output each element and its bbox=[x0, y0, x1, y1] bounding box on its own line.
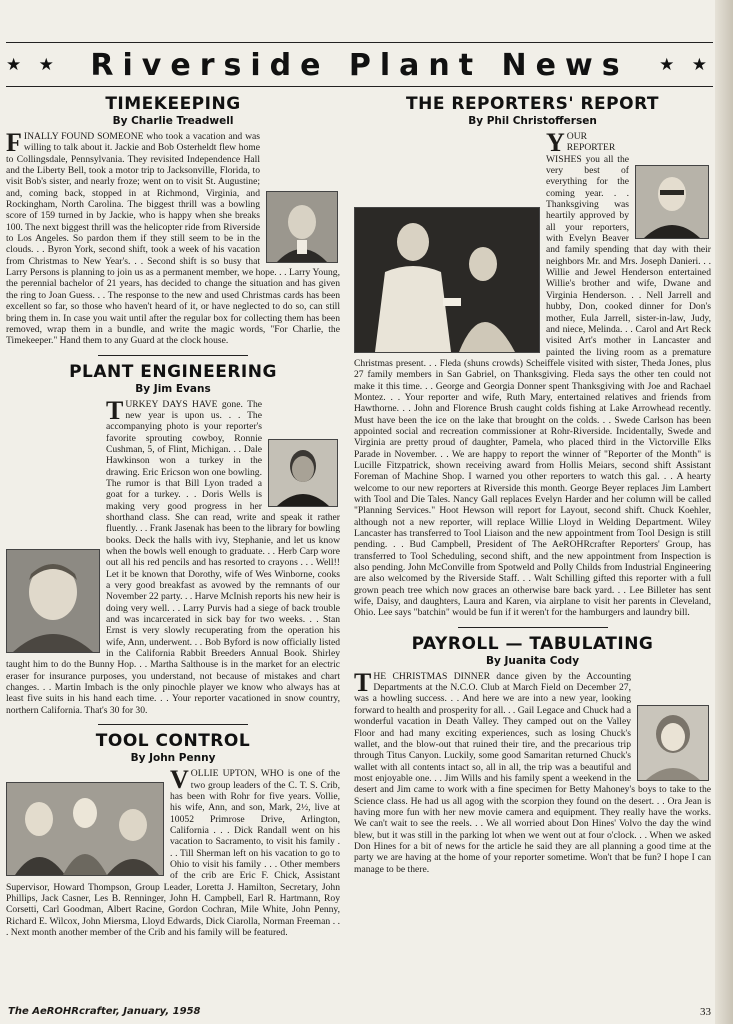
section-divider bbox=[458, 627, 608, 628]
timekeeping-body bbox=[6, 128, 340, 347]
masthead-title: Riverside Plant News bbox=[90, 47, 629, 83]
timekeeping-text: INALLY FOUND SOMEONE who took a vacation and was willing to talk about it. Jackie and Bob Osterheldt flew home to Collingsdale, Pennsylvania. They revisited Independence Hall and the Liberty Bell, took a motor trip to Jacksonville, Florida, to visit Bob's sister, and nearly froze; went on to visit St. Augustine; and, coming back, stopped in at Richmond, Virginia, and Rockingham, North Carolina. The biggest thrill was a bowling score of 159 turned in by Jackie, who is happy when she breaks 100. The next biggest thrill was the helicopter ride from Riverside to Los Angeles. So pardon them if they still seem to be in the clouds. . . Byron York, second shift, took a week of his vacation from Christmas to New Year's. . . Second shift is so busy that Larry Persons is planning to join us as a permanent member, we hope. . . Larry Young, the perennial bachelor of 21 years, has decided to change the situation and has given the ring to Joan Guess. . . The response to the new and used Christmas cards has been excellent so far, so those who haven't heard of it, or have neglected to do so, can still bring them in. In case you wait until after the regular box for collecting them has been removed, wrap them in a bundle, and write the magic words, "For Charlie, the Timekeeper." Hand them to any Guard at the clock house. bbox=[6, 131, 340, 347]
payroll-body bbox=[354, 667, 711, 875]
plant-engineering-heading: PLANT ENGINEERING bbox=[69, 361, 277, 382]
payroll-heading: PAYROLL — TABULATING bbox=[411, 633, 654, 654]
timekeeping-heading: TIMEKEEPING bbox=[105, 94, 241, 114]
family-group-photo bbox=[6, 782, 164, 876]
section-divider bbox=[98, 724, 248, 725]
masthead-bottom-rule bbox=[6, 86, 713, 87]
plant-engineering-article bbox=[6, 362, 340, 717]
plant-engineering-dropcap: T bbox=[106, 395, 124, 425]
man-portrait-photo bbox=[268, 439, 338, 507]
reporters-report-byline: By Phil Christoffersen bbox=[468, 115, 597, 127]
reporters-report-body bbox=[354, 128, 711, 619]
plant-engineering-text: URKEY DAYS HAVE gone. The new year is upon us. . . The accompanying photo is your reporter's favorite sprouting cowboy, Ronnie Cushman, 5, of Flint, Michigan. . . Dale Hawkinson won a turkey in the drawing. Eric Ericson won one bowling. The rumor is that Bill Lyon traded a goat for a turkey. . . Doris Wells is making very good progress in her shorthand class. She can read, write and speak it rather fluently. . . Frank Jasenak has been to the library for bowling books. Deck the halls with ivy, Stephanie, and let us know when the bowls well enough to graduate. . . Herb Carp wore out all his red pencils and has resorted to crayons . . . Well!! Let it be known that Dorothy, wife of Wes Winborne, cooks a very good breakfast as avowed by the remnants of our November 22 party. . . Harve McInish reports his new heir is doing very well. . . Larry Purvis had a siege of back trouble and was incarcerated in sick bay for two weeks. . . Stan Ernst is very slowly recuperating from the operation his wife, Ann, underwent. . . Bob Byford is now officially listed in the California Rabbit Breeders Annual Book. Shirley taught him to do the Bunny Hop. . . Martha Salthouse is in the market for an electric eraser for insurance purposes, you understand, not because of mistakes and chart changes. . . Martin Imbach is the only pinochle player we know who always has at least five suits in his hand each time. . . Your reporter vacationed in snow country, northern California. That's 30 for 30. bbox=[6, 398, 340, 716]
tool-control-text: OLLIE UPTON, WHO is one of the two group leaders of the C. T. S. Crib, has been with Rohr for five years. Vollie, his wife, Ann, and son, Mark, 2½, live at 10052 Primrose Drive, Arlington, California . . . Dick Randall went on his vacation to Sacramento, to visit his family . . . Till Sherman left on his vacation to go to Ohio to visit his family . . . Other members of the crib are Eric F. Chick, Assistant Supervisor, Howard Thompson, Group Leader, Loretta J. Hamilton, Secretary, John Phillips, Jack Casner, Les B. Renninger, John H. Campbell, Earl R. Hartmann, Roy Corsetti, Carl Goodman, Albert Racine, Gordon Cochran, Mile White, John Penny, Richard E. Wilcox, John Miersma, Lloyd Edwards, Dick Ciarolla, Norman Freeman . . . Next month another member of the Crib and his family will be featured. bbox=[6, 768, 340, 938]
top-rule bbox=[6, 42, 713, 43]
plant-engineering-byline: By Jim Evans bbox=[135, 382, 211, 395]
tool-control-body bbox=[6, 765, 340, 938]
man-portrait-photo bbox=[266, 191, 338, 263]
reporters-report-heading: THE REPORTERS' REPORT bbox=[406, 94, 659, 114]
masthead-stars-right: ★ ★ bbox=[659, 55, 713, 75]
left-column bbox=[6, 92, 340, 1004]
plant-engineering-body bbox=[6, 395, 340, 717]
timekeeping-byline: By Charlie Treadwell bbox=[112, 115, 234, 127]
timekeeping-article bbox=[6, 94, 340, 347]
tool-control-heading: TOOL CONTROL bbox=[95, 731, 251, 752]
award-presentation-photo bbox=[354, 207, 540, 353]
page-number: 33 bbox=[700, 1006, 711, 1018]
payroll-byline: By Juanita Cody bbox=[485, 654, 580, 667]
reporters-report-dropcap: Y bbox=[546, 128, 565, 157]
boy-portrait-photo bbox=[6, 549, 100, 653]
publication-line: The AeROHRcrafter, January, 1958 bbox=[8, 1006, 201, 1017]
page-footer bbox=[8, 1006, 711, 1017]
payroll-article bbox=[354, 634, 711, 875]
woman-portrait-photo bbox=[637, 705, 709, 781]
payroll-text: HE CHRISTMAS DINNER dance given by the Accounting Departments at the N.C.O. Club at March Field on December 27, was a howling success. . . And here we are into a new year, looking forward to health and prosperity for all. . . Gail Legace and Chuck had a wonderful vacation in Death Valley. They camped out on the Valley Floor and had many exciting experiences, such as losing Chuck's wallet, and the blow-out that ruined their tire, and the precarious trip through Titus Canyon. Luckily, some good Samaritan returned Chuck's wallet with all contents intact so, all in all, the trip was a beautiful and most enjoyable one. . . Jim Wills and his family spent a weekend in the desert and Jim came to work with a fine specimen for Betty Mahoney's boys to take to the Science class. He had us all agog with the scorpion they found on the desert. . . Ora Jean is having more fun with her new movie camera and equipment. They really have the works. We can't wait to see the reels. . . We all worried about Don Hines' Volvo the day the wind blew, but it was still in the parking lot when we went out at four o'clock. . . When we asked Don Hines for a bit of news for the article he said they are all planning a good time at the party we are having at the home of your reporter sometime. Won't that be fun? I hope I can manage to be there. bbox=[354, 670, 711, 875]
man-portrait-photo bbox=[635, 165, 709, 239]
reporters-report-article bbox=[354, 94, 711, 619]
binding-edge bbox=[715, 0, 733, 1024]
tool-control-dropcap: V bbox=[170, 765, 189, 795]
tool-control-byline: By John Penny bbox=[130, 752, 216, 765]
reporters-report-text: OUR REPORTER WISHES you all the very best of everything for the coming year. . . Thanksgiving was heartily approved by all your reporters, with Evelyn Beaver and family spending that day with their neighbors Mr. and Mrs. Joseph Danieri. . . Willie and Jewel Henderson entertained Willie's brother and wife, Dwane and Virginia Henderson. . . Nell Jarrell and hubby, Don, cooked dinner for Don's mother, Eula Jarrell, sister-in-law, Judy, and niece, Melinda. . . Carol and Art Reck visited Art's mother in Lancaster and painted the living room as a premature Christmas present. . . Fleda (shuns crowds) Scheiffele visited with sister, Theda Jones, plus 27 family members in San Gabriel, on Thanksgiving. Fleda says the other ten could not make it this time. . . George and Georgia Donner spent Thanksgiving with Joe and Rachael Montez. . . Your reporter and wife, Ruth Mary, entertained relatives and friends from Hawthorne. . . John and Florence Brush caught colds fishing at Lake Arrowhead recently. Must have been the ice on the lake that brought on the colds. . . Swede Carlson has been appointed social and recreation commissioner at Rohr-Riverside. Incidentally, Swede and Virginia are pretty proud of daughter, Pamela, who placed third in the Victorville Elks Parade in November. . . We are happy to report the winner of "Reporter of the Month" is Lucille Fitzpatrick, shown receiving award from Hollis Meiars, second shift Assistant Foreman of Machine Shop. I warned you other reporters to watch this gal. . . A hearty welcome to our new reporters at Riverside this month. George Beyer replaces Jim Lambert with Tool and Die Tales. Nancy Gall replaces Evelyn Harder and her column will be called "Planning Services." Hoot Hewson will report for Layout, second shift. Chuck Koehler, although not a new reporter, will replace Willie Lloyd in Welding Department. Wiley Lancaster has transferred to Tool Liaison and the new appointment from Tool Design is still pending. . . Bud Campbell, President of The AeROHRcrafter Reporters' Group, has transferred to Tool Scheduling, second shift, and the new appointment from Inspection is also pending. John McConville from Spotweld and Polly Childs from Industrial Engineering are also welcomed by the Riverside Staff. . . Walt Schilling gifted this reporter with a full grown peach tree which now graces an otherwise bare back yard. . . Lee Billeter has sent wife, Daisy, and daughters, Laura and Karen, via airplane to visit her parents in Cleveland, Ohio. Lee says "batchin" would be fun if it weren't for the hamburgers and laundry bill. bbox=[354, 131, 711, 619]
timekeeping-dropcap: F bbox=[6, 128, 22, 157]
section-divider bbox=[98, 355, 248, 356]
masthead-stars-left: ★ ★ bbox=[6, 55, 60, 75]
masthead bbox=[6, 46, 713, 84]
right-column bbox=[354, 92, 711, 1004]
tool-control-article bbox=[6, 731, 340, 938]
payroll-dropcap: T bbox=[354, 667, 372, 697]
